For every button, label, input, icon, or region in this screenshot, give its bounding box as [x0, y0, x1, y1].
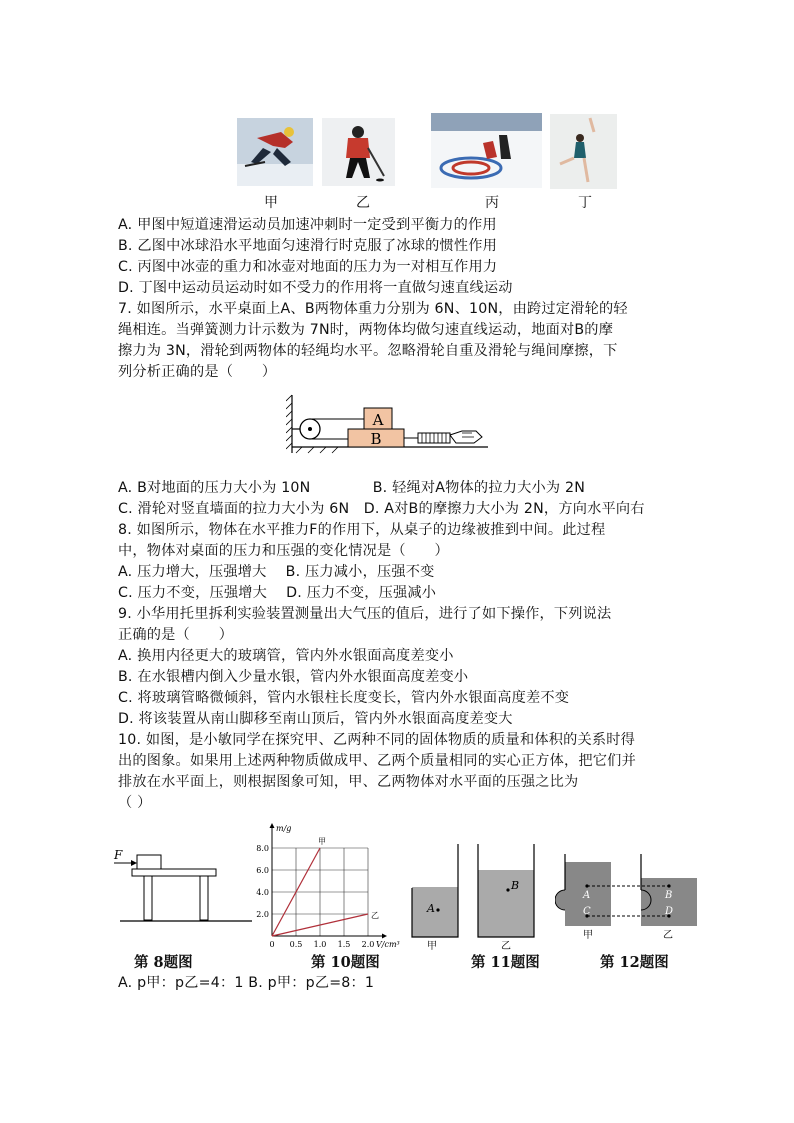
q9-option-d: D. 将该装置从南山脚移至南山顶后，管内外水银面高度差变大: [118, 711, 513, 727]
q7-options-cd: C. 滑轮对竖直墙面的拉力大小为 6N D. A对B的摩擦力大小为 2N，方向水平向右: [118, 501, 645, 517]
photo-curling: [431, 113, 542, 188]
photo-caption-ding: 丁: [578, 195, 592, 211]
y-tick-label: 8.0: [256, 844, 269, 853]
q6-option-a: A. 甲图中短道速滑运动员加速冲刺时一定受到平衡力的作用: [118, 217, 497, 233]
container-jia-label-12: 甲: [583, 930, 593, 941]
point-b-label: B: [511, 879, 520, 892]
q8-options-cd: C. 压力不变，压强增大 D. 压力不变，压强减小: [118, 585, 437, 601]
point-d-label-12: D: [665, 906, 674, 917]
x-tick-label: 0: [269, 940, 275, 949]
photo-figure-skating: [550, 114, 617, 189]
y-tick-label: 4.0: [256, 888, 269, 897]
pulley-diagram: [286, 393, 488, 455]
point-b-label-12: B: [665, 890, 673, 901]
point-a-label: A: [427, 902, 435, 915]
photo-caption-yi: 乙: [356, 195, 370, 211]
figure-11-containers: [405, 842, 545, 952]
q7-stem-line-4: 列分析正确的是（ ）: [118, 364, 277, 380]
q6-option-c: C. 丙图中冰壶的重力和冰壶对地面的压力为一对相互作用力: [118, 259, 498, 275]
q7-stem-line-3: 擦力为 3N，滑轮到两物体的轻绳均水平。忽略滑轮自重及滑轮与绳间摩擦，下: [118, 343, 618, 359]
y-tick-label: 6.0: [256, 866, 269, 875]
q10-options-ab: A. p甲：p乙=4：1 B. p甲：p乙=8：1: [118, 975, 375, 991]
q9-stem-line-2: 正确的是（ ）: [118, 627, 234, 643]
q6-option-d: D. 丁图中运动员运动时如不受力的作用将一直做匀速直线运动: [118, 280, 513, 296]
q7-options-ab: A. B对地面的压力大小为 10N B. 轻绳对A物体的拉力大小为 2N: [118, 480, 586, 496]
x-tick-label: 1.5: [337, 940, 351, 949]
figure-10-chart: [252, 822, 412, 950]
figure-12-caption: 第 12题图: [600, 954, 669, 971]
q9-stem-line-1: 9. 小华用托里拆利实验装置测量出大气压的值后，进行了如下操作，下列说法: [118, 606, 612, 622]
series-label: 乙: [371, 911, 379, 920]
q8-stem-line-1: 8. 如图所示，物体在水平推力F的作用下，从桌子的边缘被推到中间。此过程: [118, 522, 606, 538]
figure-12-containers: [555, 850, 705, 945]
figure-11-caption: 第 11题图: [471, 954, 540, 971]
q7-stem-line-2: 绳相连。当弹簧测力计示数为 7N时，两物体均做匀速直线运动，地面对B的摩: [118, 322, 614, 338]
photo-caption-bing: 丙: [485, 195, 499, 211]
q10-stem-line-3: 排放在水平面上，则根据图象可知，甲、乙两物体对水平面的压强之比为: [118, 774, 579, 790]
photo-ice-hockey: [322, 118, 395, 186]
q7-stem-line-1: 7. 如图所示，水平桌面上A、B两物体重力分别为 6N、10N，由跨过定滑轮的轻: [118, 301, 628, 317]
x-axis-label: V/cm³: [376, 940, 400, 949]
q9-option-a: A. 换用内径更大的玻璃管，管内外水银面高度差变小: [118, 648, 454, 664]
x-tick-label: 0.5: [289, 940, 303, 949]
figure-8-caption: 第 8题图: [134, 954, 193, 971]
point-c-label-12: C: [583, 906, 591, 917]
q10-stem-line-1: 10. 如图，是小敏同学在探究甲、乙两种不同的固体物质的质量和体积的关系时得: [118, 732, 636, 748]
photo-speed-skating: [237, 118, 313, 186]
x-tick-label: 1.0: [313, 940, 327, 949]
y-tick-label: 2.0: [256, 910, 269, 919]
q8-stem-line-2: 中，物体对桌面的压力和压强的变化情况是（ ）: [118, 543, 449, 559]
container-yi-label: 乙: [501, 941, 511, 952]
q6-option-b: B. 乙图中冰球沿水平地面匀速滑行时克服了冰球的惯性作用: [118, 238, 498, 254]
q9-option-c: C. 将玻璃管略微倾斜，管内水银柱长度变长，管内外水银面高度差不变: [118, 690, 570, 706]
x-tick-label: 2.0: [361, 940, 375, 949]
container-yi-label-12: 乙: [663, 930, 673, 941]
figure-10-caption: 第 10题图: [311, 954, 380, 971]
photo-caption-jia: 甲: [264, 195, 278, 211]
q10-stem-line-4: （ ）: [118, 795, 152, 811]
q10-stem-line-2: 出的图象。如果用上述两种物质做成甲、乙两个质量相同的实心正方体，把它们并: [118, 753, 636, 769]
q9-option-b: B. 在水银槽内倒入少量水银，管内外水银面高度差变小: [118, 669, 469, 685]
block-b-label: B: [370, 430, 382, 448]
q8-options-ab: A. 压力增大，压强增大 B. 压力减小，压强不变: [118, 564, 435, 580]
point-a-label-12: A: [583, 890, 591, 901]
container-jia-label: 甲: [427, 941, 437, 952]
y-axis-label: m/g: [276, 824, 292, 833]
force-label: F: [114, 848, 123, 862]
y-axis-arrow: [270, 823, 275, 828]
x-axis-arrow: [382, 934, 387, 939]
block-a-label: A: [372, 411, 384, 429]
series-label: 甲: [318, 837, 326, 846]
figure-8-table: [112, 845, 254, 925]
